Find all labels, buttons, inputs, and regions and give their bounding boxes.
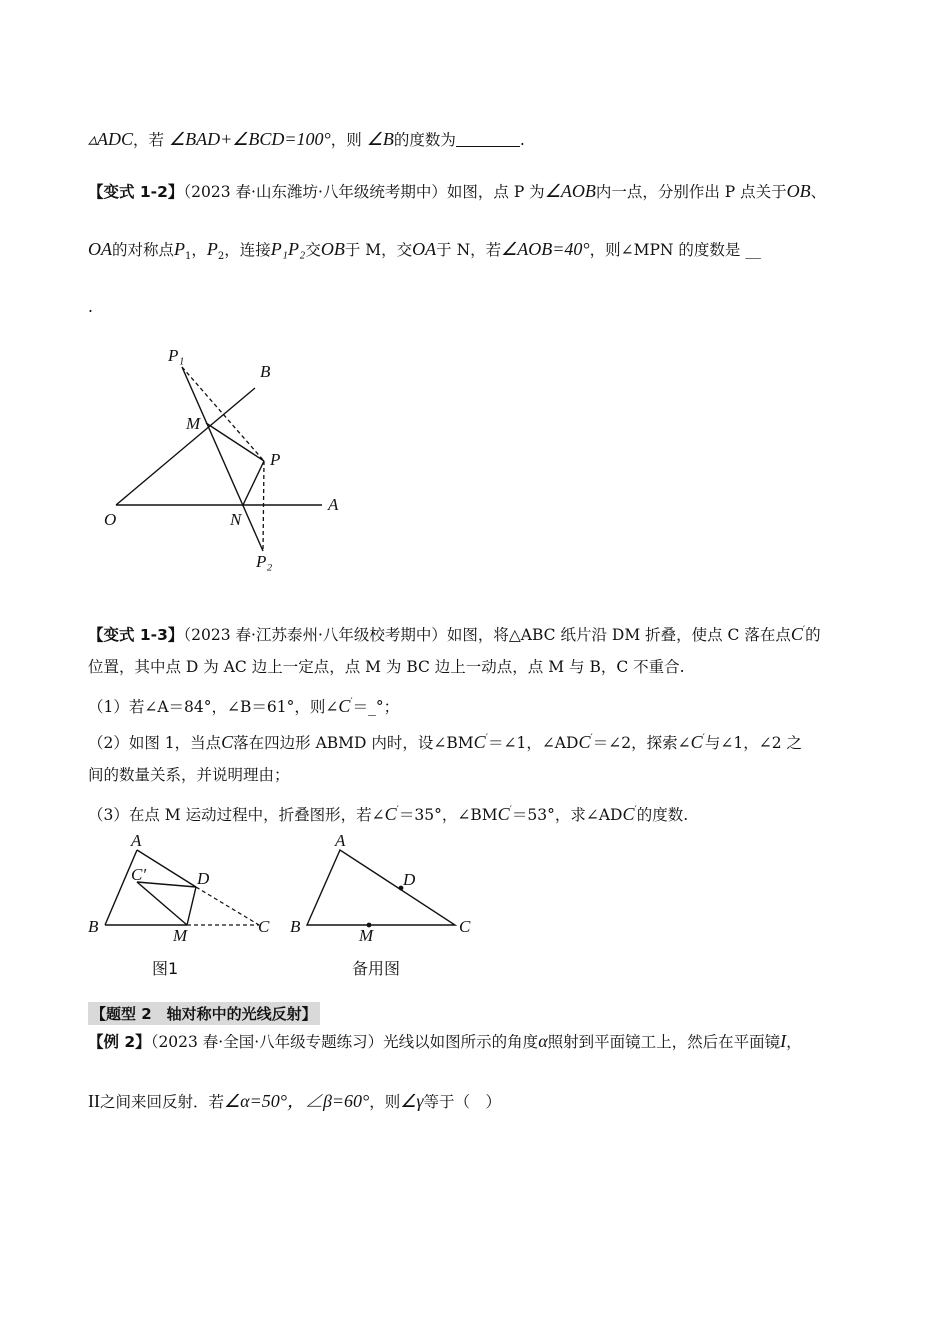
example-2-line-2: [88, 1090, 862, 1113]
answer-line-1: [88, 128, 862, 151]
text: （2）如图 1，当点: [88, 734, 222, 752]
text: 如图，将△ABC 纸片沿 DM 折叠，使点 C 落在点: [446, 626, 791, 644]
text: （1）若∠A＝84°，∠B＝61°，则∠: [88, 698, 339, 716]
source: （2023 春·山东潍坊·八年级统考期中）: [183, 183, 447, 201]
point-c-prime: C: [473, 732, 486, 752]
angle-condition: ∠α=50°，∠β=60°: [224, 1091, 370, 1111]
label-b2: B: [290, 917, 301, 936]
label-o: O: [104, 510, 117, 529]
label-a: A: [328, 495, 339, 514]
dashed-dc: [196, 887, 259, 925]
text: 照射到平面镜工上，然后在平面镜: [547, 1033, 781, 1051]
label-b: B: [260, 362, 271, 381]
text: ＝_°；: [352, 698, 400, 716]
line-oa: OA: [88, 239, 112, 259]
answer-blank: [456, 132, 520, 147]
caption-figure-1: 图1: [152, 959, 179, 978]
text: ＝53°，求∠AD: [511, 806, 623, 824]
segment-p1p2: P₁P₂: [270, 239, 306, 259]
section-heading: 【题型 2 轴对称中的光线反射】: [88, 1002, 320, 1025]
point-c-prime: C: [384, 804, 397, 824]
label-p2: P₂: [256, 552, 273, 571]
angle-b: ∠B: [366, 129, 394, 149]
line-ob: OB: [786, 181, 811, 201]
point-c-prime: C: [578, 732, 591, 752]
variant-1-2-line-1: [88, 180, 862, 203]
question-3: （3）在点 M 运动过程中，折叠图形，若∠C′＝35°，∠BMC′＝53°，求∠ADC′的度数.: [88, 804, 689, 824]
question-2: （2）如图 1，当点C落在四边形 ABMD 内时，设∠BMC′＝∠1，∠ADC′＝∠2，探索∠C′与∠1，∠2 之: [88, 732, 802, 752]
text: ＝∠2，探索∠: [592, 734, 691, 752]
label-m: M: [173, 926, 188, 945]
segment-np: [243, 461, 264, 505]
point-c-prime: C: [497, 804, 510, 824]
text: .: [88, 298, 93, 316]
text: 光线以如图所示的角度: [383, 1033, 539, 1051]
label-p1: P₁: [168, 346, 185, 365]
fold-dm: [187, 887, 196, 925]
text: 于 M，交: [344, 241, 413, 259]
text: 之间来回反射．若: [100, 1093, 225, 1111]
label-b: B: [88, 917, 99, 936]
text: 的: [805, 626, 821, 644]
variant-label: 【变式 1-2】: [88, 183, 184, 201]
subscript: 1: [185, 251, 192, 262]
text: 的对称点: [112, 241, 175, 259]
source: （2023 春·全国·八年级专题练习）: [150, 1033, 384, 1051]
variant-1-3-line-1: 【变式 1-3】（2023 春·江苏泰州·八年级校考期中）如图，将△ABC 纸片沿 DM 折叠，使点 C 落在点C′的: [88, 624, 821, 644]
mirror-ii: II: [88, 1091, 100, 1111]
text: 如图，点 P 为: [446, 183, 545, 201]
text: 落在四边形 ABMD 内时，设∠BM: [233, 734, 474, 752]
text: 位置，其中点 D 为 AC 边上一定点，点 M 为 BC 边上一动点，点 M 与 B，C 不重合.: [88, 658, 685, 676]
text: 间的数量关系，并说明理由；: [88, 766, 290, 784]
triangle-adc: ▵ADC: [88, 129, 134, 149]
side-ab: [105, 850, 137, 925]
variant-1-3-line-2: [88, 656, 862, 678]
variant-1-2-line-3: [88, 296, 862, 318]
label-p: P: [270, 450, 281, 469]
label-m2: M: [359, 926, 374, 945]
point-c-prime: C: [790, 624, 803, 644]
text: ，则: [369, 1093, 401, 1111]
label-c2: C: [459, 917, 471, 936]
example-2-line-1: [88, 1030, 862, 1053]
line-oa: OA: [412, 239, 437, 259]
text: ＝35°，∠BM: [398, 806, 498, 824]
spare-triangle: [307, 850, 455, 925]
figure-angle-aob-reflection: [90, 335, 360, 575]
text: 内一点，分别作出 P 点关于: [595, 183, 787, 201]
text: ，则: [330, 131, 362, 149]
angle-gamma: ∠γ: [400, 1091, 424, 1111]
dashed-pp2: [263, 461, 264, 551]
source: （2023 春·江苏泰州·八年级校考期中）: [183, 626, 447, 644]
figure-folded-triangle: [85, 828, 485, 948]
subscript: 2: [217, 251, 225, 262]
label-c: C: [258, 917, 270, 936]
text: ，连接: [224, 241, 271, 259]
fold-mcp: [137, 882, 187, 925]
text: 交: [305, 241, 321, 259]
label-d: D: [197, 869, 210, 888]
text: 等于（ ）: [423, 1093, 502, 1111]
label-a2: A: [335, 831, 346, 850]
point-c-prime: C: [221, 732, 234, 752]
angle-condition: ∠AOB=40°: [501, 239, 590, 259]
point-c-prime: C: [622, 804, 635, 824]
question-2-line-2: [88, 764, 862, 786]
answer-blank: __: [745, 241, 761, 259]
text: 的度数.: [636, 806, 689, 824]
label-c-prime: C′: [131, 865, 147, 884]
text: 与∠1，∠2 之: [704, 734, 802, 752]
ray-ob: [116, 388, 255, 505]
label-d2: D: [403, 870, 416, 889]
caption-spare-figure: 备用图: [352, 959, 401, 978]
text: ，若: [133, 131, 165, 149]
text: （3）在点 M 运动过程中，折叠图形，若∠: [88, 806, 385, 824]
point-p1: P: [174, 239, 186, 259]
label-m: M: [186, 414, 201, 433]
variant-1-2-line-2: [88, 238, 862, 268]
angle-condition: ∠BAD+∠BCD=100°: [169, 129, 331, 149]
text: 于 N，若: [436, 241, 502, 259]
text: ，: [786, 1033, 802, 1051]
angle-aob: ∠AOB: [544, 181, 596, 201]
angle-alpha: α: [538, 1031, 548, 1051]
question-1: （1）若∠A＝84°，∠B＝61°，则∠C′＝_°；: [88, 696, 400, 716]
text: ＝∠1，∠AD: [487, 734, 579, 752]
point-c-prime: C: [690, 732, 703, 752]
segment-p1p2: [182, 367, 263, 551]
example-label: 【例 2】: [88, 1033, 151, 1051]
line-ob: OB: [320, 239, 345, 259]
text: ，则∠MPN 的度数是: [589, 241, 741, 259]
text: 的度数为: [393, 131, 456, 149]
label-n: N: [230, 510, 242, 529]
point-p2: P: [206, 239, 218, 259]
mirror-i: I: [780, 1031, 787, 1051]
label-a: A: [131, 831, 142, 850]
text: .: [519, 131, 525, 149]
text: ，: [191, 241, 207, 259]
variant-label: 【变式 1-3】: [88, 626, 184, 644]
point-c-prime: C: [338, 696, 351, 716]
text: 、: [810, 183, 827, 201]
